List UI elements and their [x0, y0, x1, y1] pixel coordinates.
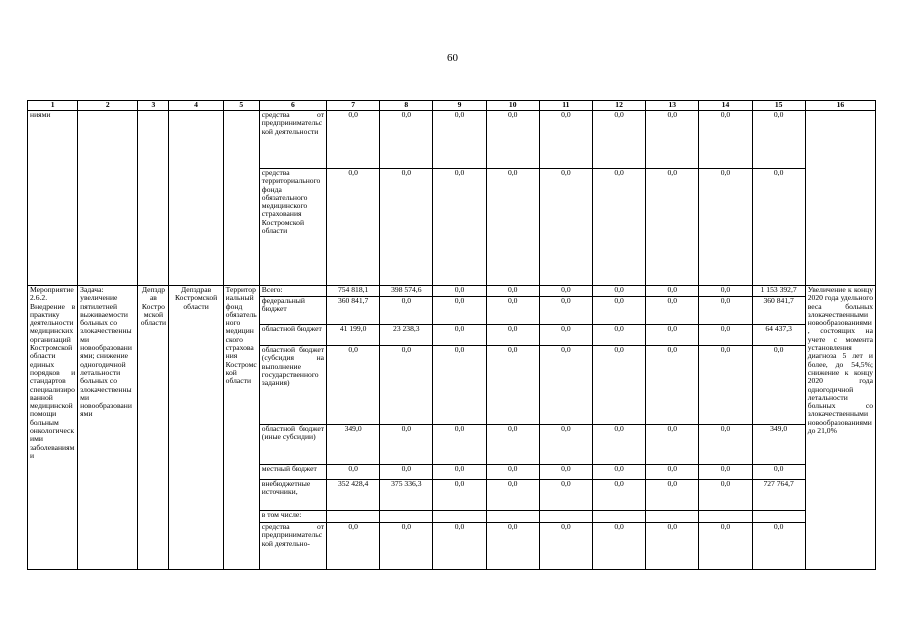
value-cell: 352 428,4	[327, 480, 380, 511]
value-cell: 0,0	[646, 111, 699, 169]
value-cell: 0,0	[646, 346, 699, 425]
column-header: 6	[259, 101, 326, 111]
value-cell: 0,0	[699, 325, 752, 346]
funding-source-cell: средства от предпринимательской деятельно-	[259, 523, 326, 570]
funding-source-cell: Всего:	[259, 286, 326, 297]
value-cell: 0,0	[539, 325, 592, 346]
value-cell: 0,0	[646, 297, 699, 325]
value-cell: 0,0	[433, 169, 486, 286]
value-cell: 0,0	[380, 465, 433, 480]
value-cell: 0,0	[327, 169, 380, 286]
header-row	[28, 101, 876, 111]
measure-cell: Мероприятие 2.6.2. Внедрение в практику деятельности медицинских организаций Костромской области единых порядков и стандартов специализированной медицинской помощи больным онкологическими заболеваниями	[28, 286, 78, 570]
value-cell: 0,0	[539, 523, 592, 570]
value-cell: 0,0	[752, 346, 805, 425]
value-cell: 0,0	[752, 111, 805, 169]
value-cell: 375 336,3	[380, 480, 433, 511]
column-header: 2	[78, 101, 138, 111]
value-cell: 0,0	[539, 286, 592, 297]
funding-source-cell: в том числе:	[259, 511, 326, 523]
value-cell: 0,0	[539, 465, 592, 480]
funding-source-cell: областной бюджет	[259, 325, 326, 346]
value-cell: 0,0	[433, 325, 486, 346]
value-cell: 23 238,3	[380, 325, 433, 346]
fund-cell: Территориальный фонд обязательного медицинского страхования Костромской области	[223, 286, 259, 570]
column-header: 9	[433, 101, 486, 111]
value-cell: 0,0	[646, 169, 699, 286]
result-cell	[805, 111, 875, 286]
value-cell: 0,0	[699, 169, 752, 286]
value-cell	[699, 511, 752, 523]
value-cell: 0,0	[486, 346, 539, 425]
column-header: 13	[646, 101, 699, 111]
value-cell: 0,0	[592, 523, 645, 570]
column-header: 1	[28, 101, 78, 111]
value-cell	[592, 511, 645, 523]
page-number: 60	[447, 52, 458, 64]
value-cell: 0,0	[699, 297, 752, 325]
column-header: 16	[805, 101, 875, 111]
value-cell: 0,0	[592, 346, 645, 425]
table-row	[28, 111, 876, 169]
measure-cell: ниями	[28, 111, 78, 286]
value-cell: 0,0	[592, 111, 645, 169]
column-header: 7	[327, 101, 380, 111]
column-header: 3	[138, 101, 169, 111]
column-header: 8	[380, 101, 433, 111]
value-cell: 0,0	[380, 169, 433, 286]
funding-table	[27, 100, 876, 570]
value-cell: 0,0	[327, 523, 380, 570]
coexecutor-cell: Депздрав Костромской области	[169, 286, 223, 570]
value-cell: 0,0	[699, 111, 752, 169]
result-cell: Увеличение к концу 2020 года удельного веса больных злокачественными новообразованиями, состоящих на учете с момента установления диагноза 5 лет и более, до 54,5%; снижение к концу 2020 года одногодичной летальности больных со злокачественными новообразованиями до 21,0%	[805, 286, 875, 570]
value-cell: 0,0	[752, 169, 805, 286]
column-header: 14	[699, 101, 752, 111]
value-cell: 0,0	[433, 480, 486, 511]
funding-source-cell: областной бюджет (иные субсидии)	[259, 425, 326, 465]
value-cell: 398 574,6	[380, 286, 433, 297]
value-cell: 0,0	[486, 169, 539, 286]
value-cell: 0,0	[646, 425, 699, 465]
value-cell: 0,0	[592, 480, 645, 511]
value-cell: 0,0	[380, 425, 433, 465]
fund-cell	[223, 111, 259, 286]
column-header: 4	[169, 101, 223, 111]
value-cell: 0,0	[327, 465, 380, 480]
value-cell: 0,0	[433, 346, 486, 425]
value-cell: 0,0	[433, 425, 486, 465]
value-cell	[433, 511, 486, 523]
value-cell: 360 841,7	[327, 297, 380, 325]
value-cell: 0,0	[486, 325, 539, 346]
task-cell: Задача: увеличение пятилетней выживаемости больных со злокачественными новообразованиями; снижение одногодичной летальности больных со злокачественными новообразованиями	[78, 286, 138, 570]
value-cell: 0,0	[433, 297, 486, 325]
value-cell: 0,0	[752, 465, 805, 480]
value-cell: 1 153 392,7	[752, 286, 805, 297]
value-cell: 0,0	[380, 346, 433, 425]
value-cell: 0,0	[539, 346, 592, 425]
value-cell: 0,0	[380, 111, 433, 169]
value-cell: 0,0	[539, 297, 592, 325]
value-cell: 0,0	[486, 297, 539, 325]
funding-source-cell: местный бюджет	[259, 465, 326, 480]
value-cell: 0,0	[592, 325, 645, 346]
value-cell: 0,0	[433, 286, 486, 297]
value-cell: 0,0	[646, 286, 699, 297]
value-cell: 0,0	[539, 169, 592, 286]
value-cell: 0,0	[486, 425, 539, 465]
value-cell: 64 437,3	[752, 325, 805, 346]
value-cell: 0,0	[699, 286, 752, 297]
value-cell: 349,0	[752, 425, 805, 465]
value-cell: 727 764,7	[752, 480, 805, 511]
value-cell: 0,0	[433, 111, 486, 169]
column-header: 12	[592, 101, 645, 111]
value-cell: 0,0	[646, 325, 699, 346]
value-cell: 0,0	[699, 425, 752, 465]
funding-source-cell: внебюджетные источники,	[259, 480, 326, 511]
value-cell: 0,0	[592, 169, 645, 286]
value-cell	[486, 511, 539, 523]
value-cell: 0,0	[433, 465, 486, 480]
funding-source-cell: средства территориального фонда обязательного медицинского страхования Костромской области	[259, 169, 326, 286]
value-cell	[539, 511, 592, 523]
value-cell	[327, 511, 380, 523]
value-cell: 0,0	[699, 346, 752, 425]
value-cell: 0,0	[486, 465, 539, 480]
value-cell: 360 841,7	[752, 297, 805, 325]
value-cell: 0,0	[699, 465, 752, 480]
executor-cell: Депздрав Костромской области	[138, 286, 169, 570]
value-cell: 0,0	[592, 297, 645, 325]
value-cell: 0,0	[327, 346, 380, 425]
value-cell	[646, 511, 699, 523]
value-cell: 0,0	[699, 480, 752, 511]
value-cell: 0,0	[699, 523, 752, 570]
task-cell	[78, 111, 138, 286]
value-cell: 0,0	[646, 480, 699, 511]
value-cell	[752, 511, 805, 523]
value-cell: 0,0	[646, 523, 699, 570]
value-cell: 0,0	[380, 297, 433, 325]
funding-source-cell: средства от предпринимательской деятельности	[259, 111, 326, 169]
value-cell: 0,0	[592, 425, 645, 465]
value-cell: 0,0	[646, 465, 699, 480]
column-header: 11	[539, 101, 592, 111]
value-cell: 0,0	[539, 111, 592, 169]
value-cell: 0,0	[592, 286, 645, 297]
value-cell: 0,0	[539, 425, 592, 465]
value-cell: 0,0	[380, 523, 433, 570]
value-cell: 0,0	[486, 480, 539, 511]
value-cell: 349,0	[327, 425, 380, 465]
executor-cell	[138, 111, 169, 286]
value-cell: 0,0	[327, 111, 380, 169]
funding-source-cell: федеральный бюджет	[259, 297, 326, 325]
value-cell: 0,0	[486, 111, 539, 169]
value-cell: 0,0	[486, 286, 539, 297]
column-header: 5	[223, 101, 259, 111]
value-cell: 0,0	[592, 465, 645, 480]
value-cell	[380, 511, 433, 523]
value-cell: 41 199,0	[327, 325, 380, 346]
column-header: 10	[486, 101, 539, 111]
value-cell: 754 818,1	[327, 286, 380, 297]
column-header: 15	[752, 101, 805, 111]
value-cell: 0,0	[752, 523, 805, 570]
table-row	[28, 286, 876, 297]
value-cell: 0,0	[539, 480, 592, 511]
value-cell: 0,0	[433, 523, 486, 570]
coexecutor-cell	[169, 111, 223, 286]
funding-source-cell: областной бюджет (субсидия на выполнение государственного задания)	[259, 346, 326, 425]
value-cell: 0,0	[486, 523, 539, 570]
